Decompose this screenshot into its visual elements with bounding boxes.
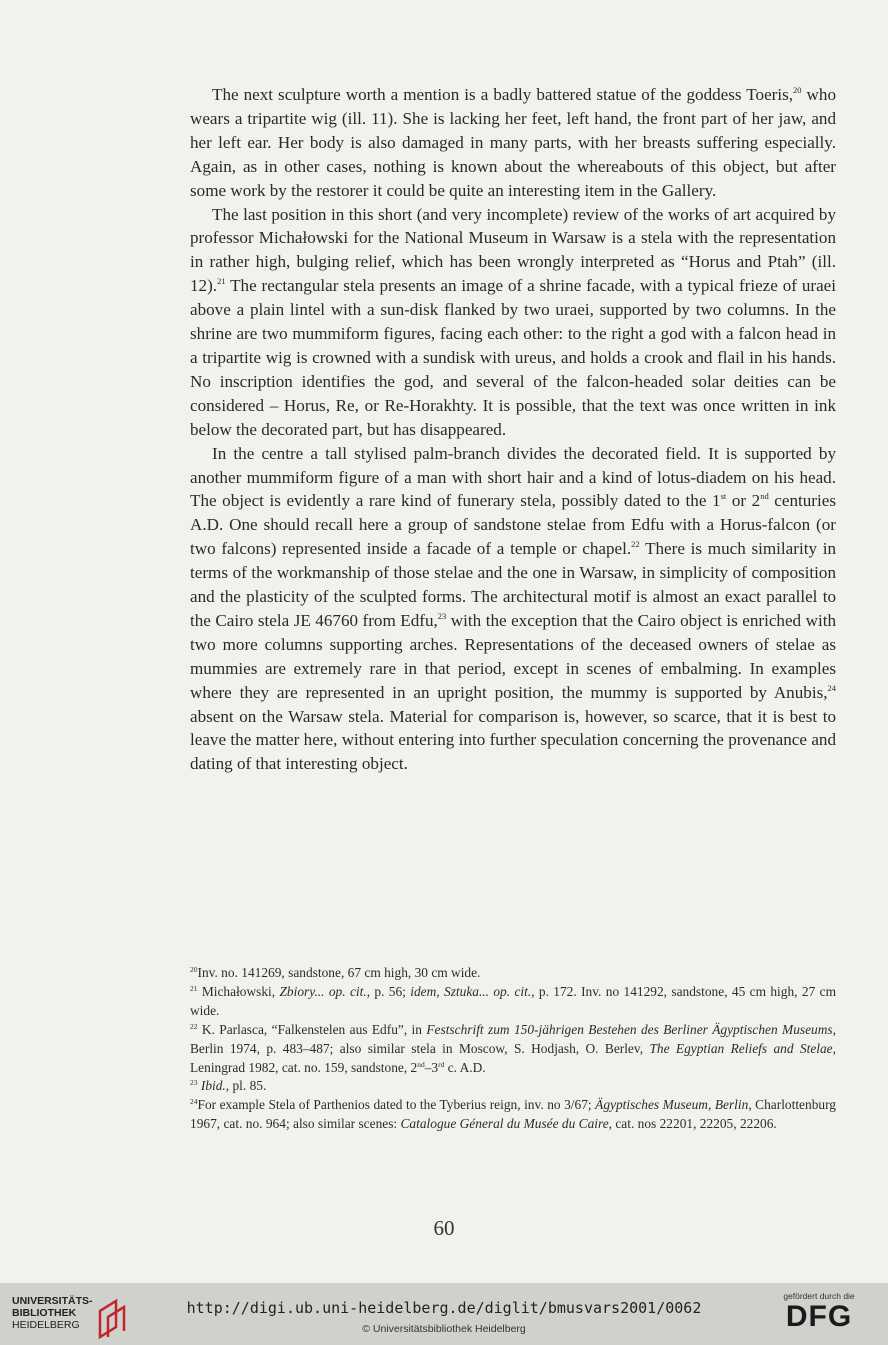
paragraph-stela: The last position in this short (and very incomplete) review of the works of art acquired by professor Michałowski for the National Museum in Warsaw is a stela with the representation in rather high, bulging relief, which has been wrongly interpreted as “Horus and Ptah” (ill. 12).$^{21}$ The rectangular stela presents an image of a shrine facade, with a typical frieze of uraei above a plain lintel with a sun-disk flanked by two uraei, supported by two columns. In the shrine are two mummiform figures, facing each other: to the right a god with a falcon head in a tripartite wig is crowned with a sundisk with ureus, and holds a crook and flail in his hands. No inscription identifies the god, and several of the falcon-headed solar deities can be considered – Horus, Re, or Re-Horakhty. It is possible, that the text was once written in ink below the decorated part, but has disappeared.: [190, 204, 836, 439]
permalink-url[interactable]: http://digi.ub.uni-heidelberg.de/diglit/bmusvars2001/0062: [186, 1299, 702, 1317]
footnote-ref-20: 20: [793, 85, 802, 95]
paragraph-palm-branch: In the centre a tall stylised palm-branch divides the decorated field. It is supported by another mummiform figure of a man with short hair and a kind of lotus-diadem on his head. The object is evidently a rare kind of funerary stela, possibly dated to the 1st or 2nd centuries A.D. One should recall here a group of sandstone stelae from Edfu with a Horus-falcon (or two falcons) represented inside a facade of a temple or chapel.$^{22}$ There is much similarity in terms of the workmanship of those stelae and the one in Warsaw, in simplicity of composition and the plasticity of the sculpted forms. The architectural motif is almost an exact parallel to the Cairo stela JE 46760 from Edfu,$^{23}$ with the exception that the Cairo object is enriched with two more columns supporting arches. Representations of the deceased owners of stelae as mummies are extremely rare in that period, except in scenes of embalming. In examples where they are represented in an upright position, the mummy is supported by Anubis,$^{24}$ absent on the Warsaw stela. Material for comparison is, however, so scarce, that it is best to leave the matter here, without entering into further speculation concerning the provenance and dating of that interesting object.: [190, 443, 837, 774]
viewer-footer: [0, 1283, 888, 1345]
footnotes: [190, 964, 836, 1134]
main-text: [190, 83, 836, 776]
footnote-22: $^{22}$ K. Parlasca, “Falkenstelen aus Edfu”, in Festschrift zum 150-jährigen Bestehen des Berliner Ägyptischen Museums, Berlin 1974, p. 483–487; also similar stela in Moscow, S. Hodjash, O. Berlev, The Egyptian Reliefs and Stelae, Leningrad 1982, cat. no. 159, sandstone, 2nd–3rd c. A.D.: [190, 1021, 836, 1075]
paragraph-toeris: The next sculpture worth a mention is a badly battered statue of the goddess Toeris,$^{20}$ who wears a tripartite wig (ill. 11). She is lacking her feet, left hand, the front part of her jaw, and her left ear. Her body is also damaged in many parts, with her breasts suffering especially. Again, as in other cases, nothing is known about the whereabouts of this object, but after some work by the restorer it could be quite an interesting item in the Gallery.: [190, 85, 836, 200]
footnote-ref-23: 23: [437, 610, 447, 621]
university-library-logo[interactable]: UNIVERSITÄTS- BIBLIOTHEK HEIDELBERG: [12, 1295, 132, 1341]
footnote-21: $^{21}$ Michałowski, Zbiory... op. cit., p. 56; idem, Sztuka... op. cit., p. 172. Inv. no 141292, sandstone, 45 cm high, 27 cm wide.: [190, 983, 836, 1018]
dfg-funding-logo[interactable]: gefördert durch die DFG: [764, 1291, 874, 1333]
copyright-notice: © Universitätsbibliothek Heidelberg: [362, 1323, 526, 1335]
dfg-logo-icon: DFG: [785, 1300, 853, 1333]
footnote-20: $^{20}$Inv. no. 141269, sandstone, 67 cm high, 30 cm wide.: [190, 965, 481, 980]
footnote-ref-24: 24: [827, 682, 836, 693]
page-number: 60: [433, 1216, 455, 1240]
footnote-ref-22: 22: [631, 539, 640, 550]
footnote-23: $^{23}$ Ibid., pl. 85.: [190, 1078, 267, 1094]
footnote-ref-21: 21: [217, 276, 226, 287]
footnote-24: $^{24}$For example Stela of Parthenios dated to the Tyberius reign, inv. no 3/67; Ägyptisches Museum, Berlin, Charlottenburg 1967, cat. no. 964; also similar scenes: Catalogue Géneral du Musée du Caire, cat. nos 22201, 22205, 22206.: [190, 1097, 836, 1132]
